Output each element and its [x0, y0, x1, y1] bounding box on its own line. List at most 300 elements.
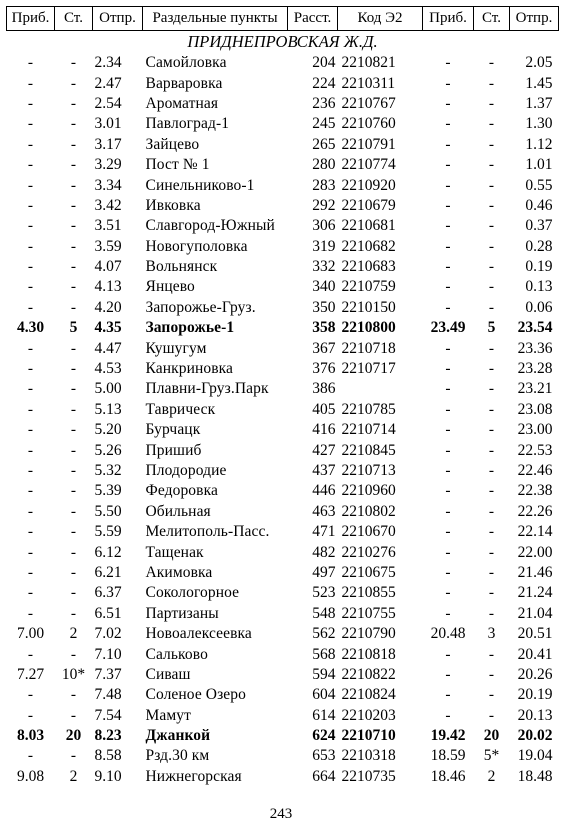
- table-row: [7, 563, 559, 583]
- departure-right: 0.46: [525, 196, 553, 214]
- arrival-right: -: [445, 441, 451, 459]
- station-code: 2210855: [341, 584, 396, 602]
- table-row: [7, 542, 559, 562]
- arrival-right: 18.59: [430, 747, 466, 765]
- departure-right: 22.00: [517, 543, 553, 561]
- stop-right: -: [488, 502, 495, 520]
- station-code: 2210920: [341, 176, 396, 194]
- arrival-right: -: [445, 665, 451, 683]
- distance: 437: [312, 462, 336, 479]
- departure-right: 23.28: [517, 360, 553, 378]
- departure-left: 4.47: [94, 339, 122, 357]
- stop-left: -: [70, 543, 77, 561]
- table-row: [7, 237, 559, 257]
- departure-left: 5.39: [94, 482, 122, 500]
- station-name: Пришиб: [145, 441, 202, 459]
- distance: 664: [312, 767, 336, 785]
- table-row: [7, 155, 559, 175]
- station-name: Зайцево: [145, 135, 200, 153]
- arrival-left: 4.30: [16, 319, 45, 337]
- table-row: [7, 583, 559, 603]
- departure-left: 4.53: [94, 360, 122, 378]
- distance: 604: [312, 686, 336, 704]
- stop-left: -: [70, 94, 77, 112]
- table-row: [7, 502, 559, 522]
- departure-right: 20.41: [517, 645, 553, 663]
- distance: 204: [312, 54, 336, 72]
- arrival-right: -: [445, 543, 451, 561]
- station-code: 2210818: [341, 645, 396, 663]
- arrival-right: 19.42: [430, 727, 466, 745]
- distance: 405: [312, 400, 336, 418]
- stop-left: -: [70, 196, 77, 214]
- stop-left: -: [70, 686, 77, 704]
- arrival-right: -: [445, 380, 451, 398]
- stop-right: -: [488, 156, 495, 174]
- departure-right: 0.28: [525, 237, 553, 255]
- departure-right: 20.13: [517, 706, 553, 724]
- departure-left: 7.02: [94, 625, 122, 643]
- station-code: 2210760: [341, 115, 396, 133]
- stop-left: -: [70, 462, 77, 479]
- header-stations: Раздельные пункты: [143, 7, 288, 31]
- departure-right: 23.08: [517, 400, 553, 418]
- arrival-left: -: [27, 380, 34, 398]
- table-row: [7, 767, 559, 787]
- arrival-left: -: [27, 502, 34, 520]
- table-row: [7, 461, 559, 481]
- arrival-left: -: [27, 135, 34, 153]
- distance: 463: [312, 502, 336, 520]
- stop-right: -: [488, 74, 495, 92]
- arrival-right: -: [445, 686, 451, 704]
- arrival-left: -: [27, 706, 34, 724]
- table-row: [7, 379, 559, 399]
- table-row: [7, 298, 559, 318]
- arrival-left: -: [27, 339, 34, 357]
- departure-right: 22.26: [517, 502, 553, 520]
- departure-right: 20.02: [517, 727, 553, 745]
- departure-right: 1.45: [525, 74, 553, 92]
- arrival-left: 7.27: [16, 665, 45, 683]
- distance: 471: [312, 523, 336, 541]
- arrival-left: -: [27, 543, 34, 561]
- distance: 523: [312, 584, 336, 602]
- stop-right: -: [488, 584, 495, 602]
- table-row: [7, 73, 559, 93]
- station-name: Тащенак: [145, 543, 204, 561]
- station-name: Запорожье-Груз.: [145, 298, 256, 316]
- distance: 548: [312, 604, 336, 622]
- stop-left: -: [70, 523, 77, 541]
- arrival-right: -: [445, 196, 451, 214]
- departure-right: 21.46: [517, 563, 553, 581]
- stop-left: 2: [69, 625, 78, 643]
- station-code: 2210682: [341, 237, 396, 255]
- station-code: 2210821: [341, 54, 396, 72]
- arrival-left: -: [27, 258, 34, 276]
- arrival-left: -: [27, 604, 34, 622]
- departure-left: 3.59: [94, 237, 122, 255]
- departure-right: 1.12: [525, 135, 553, 153]
- table-row: [7, 481, 559, 501]
- arrival-right: -: [445, 502, 451, 520]
- stop-right: -: [488, 665, 495, 683]
- departure-left: 4.20: [94, 298, 122, 316]
- departure-left: 9.10: [94, 767, 122, 785]
- distance: 306: [312, 217, 336, 235]
- distance: 280: [312, 156, 336, 174]
- station-name: Джанкой: [145, 727, 211, 745]
- station-code: 2210717: [341, 360, 396, 378]
- departure-left: 5.20: [94, 421, 122, 439]
- arrival-right: -: [445, 482, 451, 500]
- stop-right: -: [488, 543, 495, 561]
- stop-right: -: [488, 278, 495, 296]
- station-code: 2210276: [341, 543, 396, 561]
- arrival-right: -: [445, 278, 451, 296]
- stop-left: 10*: [61, 665, 86, 683]
- table-row: [7, 746, 559, 766]
- departure-left: 4.35: [94, 319, 122, 337]
- stop-right: -: [488, 706, 495, 724]
- arrival-right: -: [445, 298, 451, 316]
- table-row: [7, 135, 559, 155]
- distance: 265: [312, 135, 336, 153]
- departure-right: 23.54: [517, 319, 553, 337]
- table-row: [7, 196, 559, 216]
- stop-right: -: [488, 339, 495, 357]
- arrival-right: -: [445, 523, 451, 541]
- departure-left: 7.48: [94, 686, 122, 704]
- stop-right: 3: [487, 625, 496, 643]
- header-stop-right: Ст.: [474, 7, 510, 31]
- page-number: 243: [269, 806, 293, 822]
- departure-right: 0.06: [525, 298, 553, 316]
- distance: 350: [312, 298, 336, 316]
- stop-left: -: [70, 645, 77, 663]
- arrival-left: -: [27, 176, 34, 194]
- station-name: Федоровка: [145, 482, 218, 500]
- departure-left: 7.54: [94, 706, 122, 724]
- stop-right: 20: [483, 727, 500, 745]
- departure-right: 19.04: [517, 747, 553, 765]
- station-code: 2210790: [341, 625, 396, 643]
- arrival-left: -: [27, 523, 34, 541]
- table-row: [7, 318, 559, 338]
- stop-left: -: [70, 400, 77, 418]
- arrival-left: -: [27, 441, 34, 459]
- station-name: Самойловка: [145, 54, 227, 72]
- station-name: Варваровка: [145, 74, 223, 92]
- station-name: Таврическ: [145, 400, 216, 418]
- distance: 332: [312, 258, 336, 276]
- table-row: [7, 644, 559, 664]
- stop-left: -: [70, 115, 77, 133]
- departure-right: 22.14: [517, 523, 553, 541]
- stop-right: -: [488, 563, 495, 581]
- stop-right: -: [488, 482, 495, 500]
- table-row: [7, 114, 559, 134]
- stop-right: -: [488, 645, 495, 663]
- station-name: Соленое Озеро: [145, 686, 246, 704]
- arrival-left: -: [27, 156, 34, 174]
- station-code: [338, 379, 423, 399]
- station-code: 2210791: [341, 135, 396, 153]
- stop-right: -: [488, 196, 495, 214]
- stop-left: -: [70, 380, 77, 398]
- departure-right: 21.04: [517, 604, 553, 622]
- stop-right: 5*: [483, 747, 500, 765]
- arrival-right: -: [445, 400, 451, 418]
- stop-right: -: [488, 400, 495, 418]
- header-departure-left: Отпр.: [93, 7, 143, 31]
- station-name: Славгород-Южный: [145, 217, 275, 235]
- arrival-right: -: [445, 54, 451, 72]
- departure-right: 22.38: [517, 482, 553, 500]
- station-code: 2210822: [341, 665, 396, 683]
- departure-left: 5.59: [94, 523, 122, 541]
- departure-left: 5.00: [94, 380, 122, 398]
- departure-left: 6.37: [94, 584, 122, 602]
- departure-left: 4.13: [94, 278, 122, 296]
- station-name: Нижнегорская: [145, 767, 242, 785]
- stop-right: -: [488, 380, 495, 398]
- departure-left: 2.54: [94, 94, 122, 112]
- arrival-left: -: [27, 686, 34, 704]
- arrival-right: -: [445, 237, 451, 255]
- arrival-right: -: [445, 135, 451, 153]
- departure-right: 1.01: [525, 156, 553, 174]
- table-row: [7, 277, 559, 297]
- station-code: 2210785: [341, 400, 396, 418]
- stop-left: -: [70, 441, 77, 459]
- station-name: Бурчацк: [145, 421, 201, 439]
- departure-right: 0.13: [525, 278, 553, 296]
- arrival-left: -: [27, 563, 34, 581]
- stop-left: -: [70, 563, 77, 581]
- arrival-left: -: [27, 94, 34, 112]
- stop-right: -: [488, 298, 495, 316]
- station-code: 2210681: [341, 217, 396, 235]
- stop-left: -: [70, 706, 77, 724]
- table-row: [7, 175, 559, 195]
- arrival-left: -: [27, 196, 34, 214]
- departure-left: 2.34: [94, 54, 122, 72]
- departure-left: 3.17: [94, 135, 122, 153]
- station-code: 2210150: [341, 298, 396, 316]
- stop-right: -: [488, 237, 495, 255]
- stop-right: -: [488, 604, 495, 622]
- station-name: Павлоград-1: [145, 115, 230, 133]
- stop-left: -: [70, 237, 77, 255]
- arrival-right: -: [445, 217, 451, 235]
- distance: 319: [312, 237, 336, 255]
- table-row: [7, 400, 559, 420]
- stop-right: -: [488, 523, 495, 541]
- station-name: Мелитополь-Пасс.: [145, 523, 270, 541]
- arrival-left: -: [27, 584, 34, 602]
- distance: 416: [312, 421, 336, 439]
- distance: 568: [312, 645, 336, 663]
- station-name: Сиваш: [145, 665, 191, 683]
- stop-right: -: [488, 686, 495, 704]
- stop-right: -: [488, 258, 495, 276]
- stop-left: -: [70, 298, 77, 316]
- station-name: Партизаны: [145, 604, 219, 622]
- distance: 624: [312, 727, 336, 745]
- arrival-right: -: [445, 176, 451, 194]
- table-row: [7, 685, 559, 705]
- station-name: Сокологорное: [145, 584, 240, 602]
- station-code: 2210203: [341, 706, 396, 724]
- table-row: [7, 359, 559, 379]
- arrival-right: -: [445, 94, 451, 112]
- header-distance: Расст.: [288, 7, 338, 31]
- stop-right: -: [488, 176, 495, 194]
- station-code: 2210845: [341, 441, 396, 459]
- station-name: Новоалексеевка: [145, 625, 252, 643]
- station-code: 2210710: [341, 727, 396, 745]
- arrival-right: 18.46: [430, 767, 466, 785]
- arrival-left: -: [27, 278, 34, 296]
- table-row: [7, 726, 559, 746]
- departure-left: 6.51: [94, 604, 122, 622]
- departure-right: 20.26: [517, 665, 553, 683]
- arrival-right: -: [445, 360, 451, 378]
- station-code: 2210802: [341, 502, 396, 520]
- arrival-right: -: [445, 563, 451, 581]
- stop-left: -: [70, 604, 77, 622]
- distance: 427: [312, 441, 336, 459]
- arrival-right: -: [445, 462, 451, 479]
- departure-right: 0.37: [525, 217, 553, 235]
- header-arrival-left: Приб.: [7, 7, 55, 31]
- station-name: Мамут: [145, 706, 191, 724]
- arrival-right: -: [445, 115, 451, 133]
- departure-left: 8.58: [94, 747, 122, 765]
- arrival-right: -: [445, 156, 451, 174]
- station-name: Обильная: [145, 502, 211, 520]
- distance: 376: [312, 360, 336, 378]
- departure-right: 18.48: [517, 767, 553, 785]
- station-code: 2210767: [341, 94, 396, 112]
- departure-left: 3.42: [94, 196, 122, 214]
- station-name: Акимовка: [145, 563, 213, 581]
- stop-right: 2: [487, 767, 496, 785]
- stop-left: -: [70, 584, 77, 602]
- distance: 446: [312, 482, 336, 500]
- stop-left: -: [70, 278, 77, 296]
- stop-left: -: [70, 747, 77, 765]
- table-row: [7, 440, 559, 460]
- station-code: 2210679: [341, 196, 396, 214]
- station-name: Рзд.30 км: [145, 747, 210, 765]
- departure-right: 22.53: [517, 441, 553, 459]
- arrival-left: -: [27, 747, 34, 765]
- table-row: [7, 706, 559, 726]
- stop-left: 2: [69, 767, 78, 785]
- stop-left: -: [70, 217, 77, 235]
- departure-left: 6.12: [94, 543, 122, 561]
- railway-row: [7, 31, 559, 54]
- table-row: [7, 338, 559, 358]
- header-arrival-right: Приб.: [423, 7, 474, 31]
- station-code: 2210824: [341, 686, 396, 704]
- station-code: 2210800: [341, 319, 396, 337]
- header-stop-left: Ст.: [55, 7, 93, 31]
- departure-left: 5.32: [94, 462, 122, 479]
- arrival-left: -: [27, 360, 34, 378]
- distance: 594: [312, 665, 336, 683]
- stop-left: -: [70, 74, 77, 92]
- station-name: Новогуполовка: [145, 237, 248, 255]
- departure-right: 1.37: [525, 94, 553, 112]
- table-row: [7, 94, 559, 114]
- departure-left: 3.34: [94, 176, 122, 194]
- station-code: 2210735: [341, 767, 396, 785]
- station-code: 2210713: [341, 462, 396, 479]
- arrival-right: -: [445, 584, 451, 602]
- stop-left: -: [70, 482, 77, 500]
- departure-left: 3.29: [94, 156, 122, 174]
- distance: 653: [312, 747, 336, 765]
- arrival-left: -: [27, 237, 34, 255]
- arrival-right: 20.48: [430, 625, 466, 643]
- stop-right: 5: [487, 319, 496, 337]
- stop-right: -: [488, 441, 495, 459]
- stop-left: -: [70, 421, 77, 439]
- station-code: 2210318: [341, 747, 396, 765]
- distance: 497: [312, 563, 336, 581]
- table-row: [7, 420, 559, 440]
- distance: 224: [312, 74, 336, 92]
- distance: 614: [312, 706, 336, 724]
- departure-right: 23.36: [517, 339, 553, 357]
- departure-left: 5.50: [94, 502, 122, 520]
- arrival-left: -: [27, 645, 34, 663]
- departure-left: 5.13: [94, 400, 122, 418]
- departure-right: 23.00: [517, 421, 553, 439]
- stop-right: -: [488, 94, 495, 112]
- station-code: 2210718: [341, 339, 396, 357]
- station-name: Вольнянск: [145, 258, 218, 276]
- departure-right: 20.19: [517, 686, 553, 704]
- distance: 562: [312, 625, 336, 643]
- stop-left: -: [70, 176, 77, 194]
- distance: 358: [312, 319, 336, 337]
- departure-left: 7.10: [94, 645, 122, 663]
- departure-right: 0.19: [525, 258, 553, 276]
- timetable-page: [6, 6, 558, 787]
- arrival-left: -: [27, 74, 34, 92]
- station-code: 2210714: [341, 421, 396, 439]
- stop-left: 5: [69, 319, 78, 337]
- stop-left: -: [70, 360, 77, 378]
- station-code: 2210683: [341, 258, 396, 276]
- station-name: Ивковка: [145, 196, 201, 214]
- stop-left: -: [70, 135, 77, 153]
- header-row: [7, 7, 559, 31]
- table-row: [7, 604, 559, 624]
- station-name: Янцево: [145, 278, 195, 296]
- station-code: 2210311: [341, 74, 396, 92]
- station-name: Плодородие: [145, 462, 227, 479]
- stop-right: -: [488, 217, 495, 235]
- stop-right: -: [488, 115, 495, 133]
- stop-left: -: [70, 502, 77, 520]
- arrival-left: 7.00: [16, 625, 45, 643]
